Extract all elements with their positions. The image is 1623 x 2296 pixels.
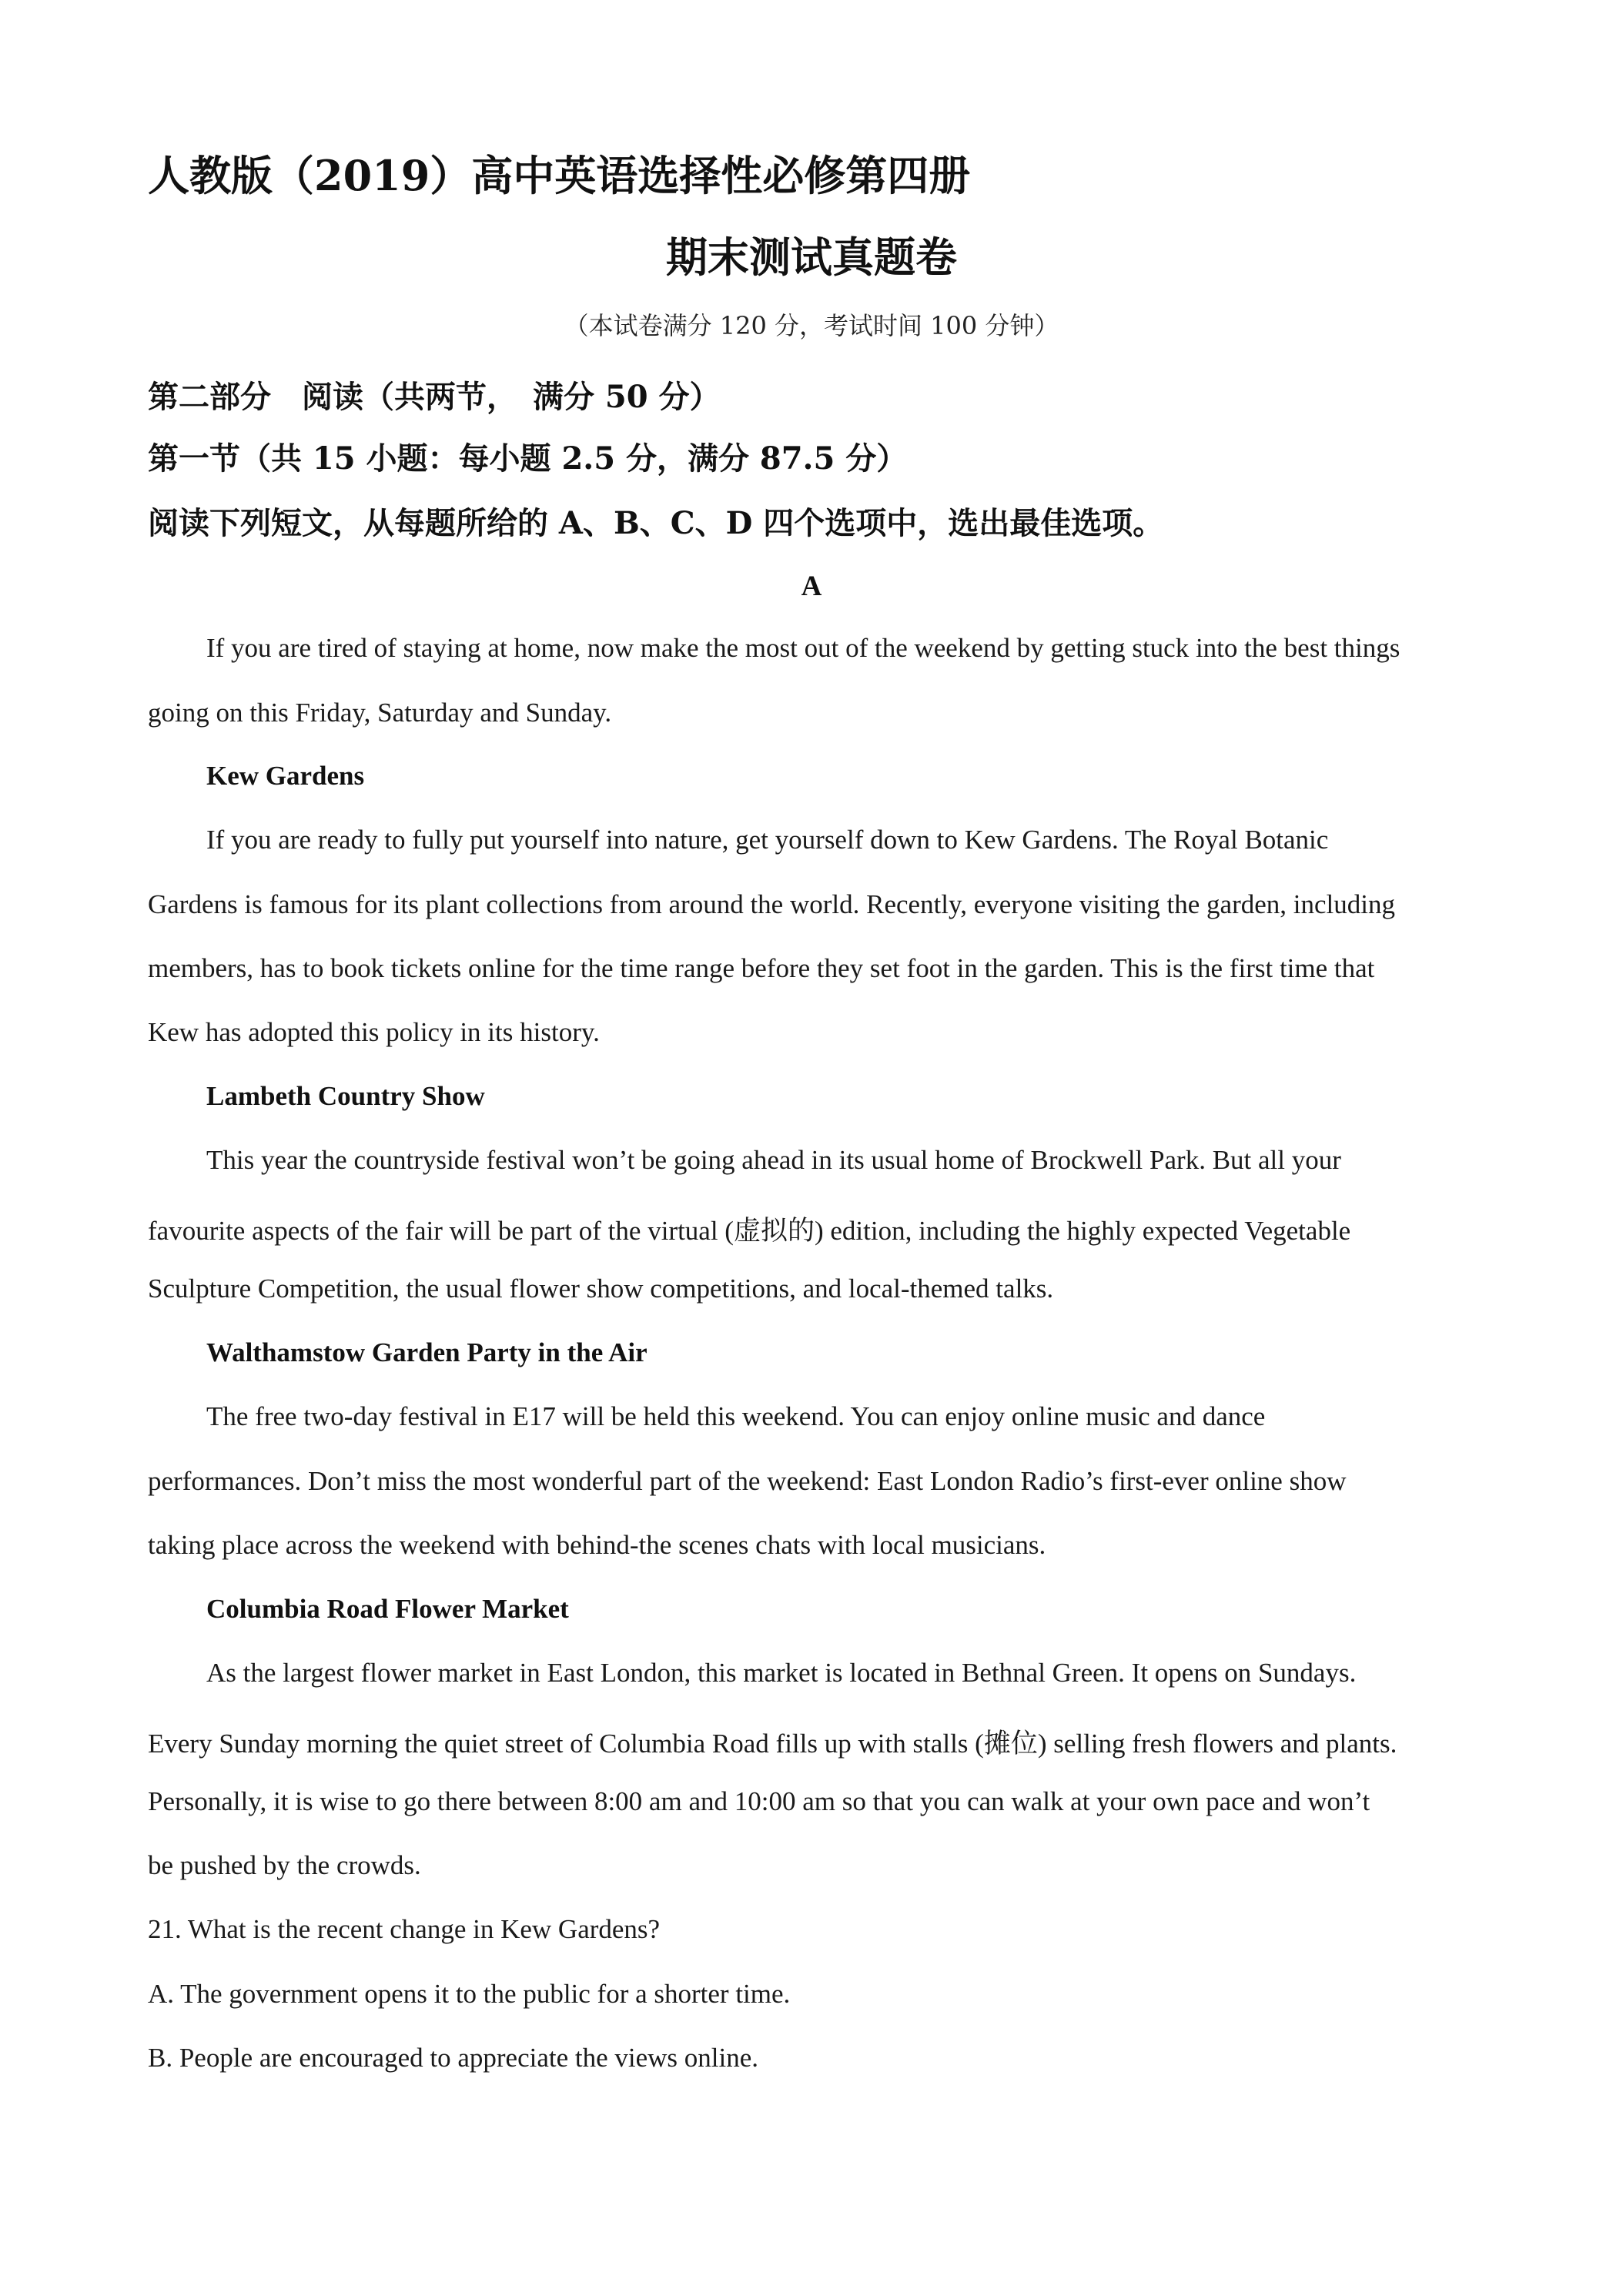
paragraph-line: Personally, it is wise to go there between 8:00 am and 10:00 am so that you can walk at your own pace and won’t [148,1786,1370,1816]
answer-option-b[interactable]: B. People are encouraged to appreciate the views online. [148,2043,759,2073]
question-stem: 21. What is the recent change in Kew Gardens? [148,1914,661,1944]
paragraph-line: be pushed by the crowds. [148,1850,421,1880]
paragraph-line: taking place across the weekend with behind-the scenes chats with local musicians. [148,1530,1046,1560]
passage-label: A [801,571,822,602]
item-heading-kew-gardens: Kew Gardens [206,761,365,791]
paragraph-line: As the largest flower market in East London, this market is located in Bethnal Green. It opens on Sundays. [206,1658,1357,1688]
paragraph-line: performances. Don’t miss the most wonderful part of the weekend: East London Radio’s first-ever online show [148,1466,1347,1496]
document-subtitle: 期末测试真题卷 [666,233,957,282]
paragraph-line: The free two-day festival in E17 will be held this weekend. You can enjoy online music and dance [206,1401,1266,1431]
intro-line: If you are tired of staying at home, now make the most out of the weekend by getting stuck into the best things [206,633,1400,663]
exam-note: （本试卷满分 120 分，考试时间 100 分钟） [564,311,1059,340]
item-heading-columbia-road-flower-market: Columbia Road Flower Market [206,1594,569,1624]
intro-line: going on this Friday, Saturday and Sunday. [148,698,612,728]
paragraph-line: This year the countryside festival won’t be going ahead in its usual home of Brockwell Park. But all your [206,1145,1341,1175]
answer-option-a[interactable]: A. The government opens it to the public for a shorter time. [148,1979,791,2009]
item-heading-lambeth-country-show: Lambeth Country Show [206,1081,485,1111]
paragraph-line: favourite aspects of the fair will be part of the virtual (虚拟的) edition, including the highly expected Vegetable [148,1216,1351,1246]
part-heading: 第二部分 阅读（共两节， 满分 50 分） [148,379,721,415]
paragraph-line: Gardens is famous for its plant collections from around the world. Recently, everyone visiting the garden, including [148,889,1395,919]
paragraph-line: members, has to book tickets online for the time range before they set foot in the garden. This is the first time that [148,953,1375,983]
paragraph-line: If you are ready to fully put yourself into nature, get yourself down to Kew Gardens. The Royal Botanic [206,825,1329,855]
directions: 阅读下列短文，从每题所给的 A、B、C、D 四个选项中，选出最佳选项。 [148,505,1164,541]
paragraph-line: Every Sunday morning the quiet street of Columbia Road fills up with stalls (摊位) selling fresh flowers and plants. [148,1729,1397,1759]
paragraph-line: Sculpture Competition, the usual flower show competitions, and local-themed talks. [148,1274,1054,1304]
document-title: 人教版（2019）高中英语选择性必修第四册 [148,151,971,200]
section-heading: 第一节（共 15 小题：每小题 2.5 分，满分 87.5 分） [148,440,908,477]
paragraph-line: Kew has adopted this policy in its history. [148,1017,600,1047]
item-heading-walthamstow-garden-party: Walthamstow Garden Party in the Air [206,1337,648,1367]
